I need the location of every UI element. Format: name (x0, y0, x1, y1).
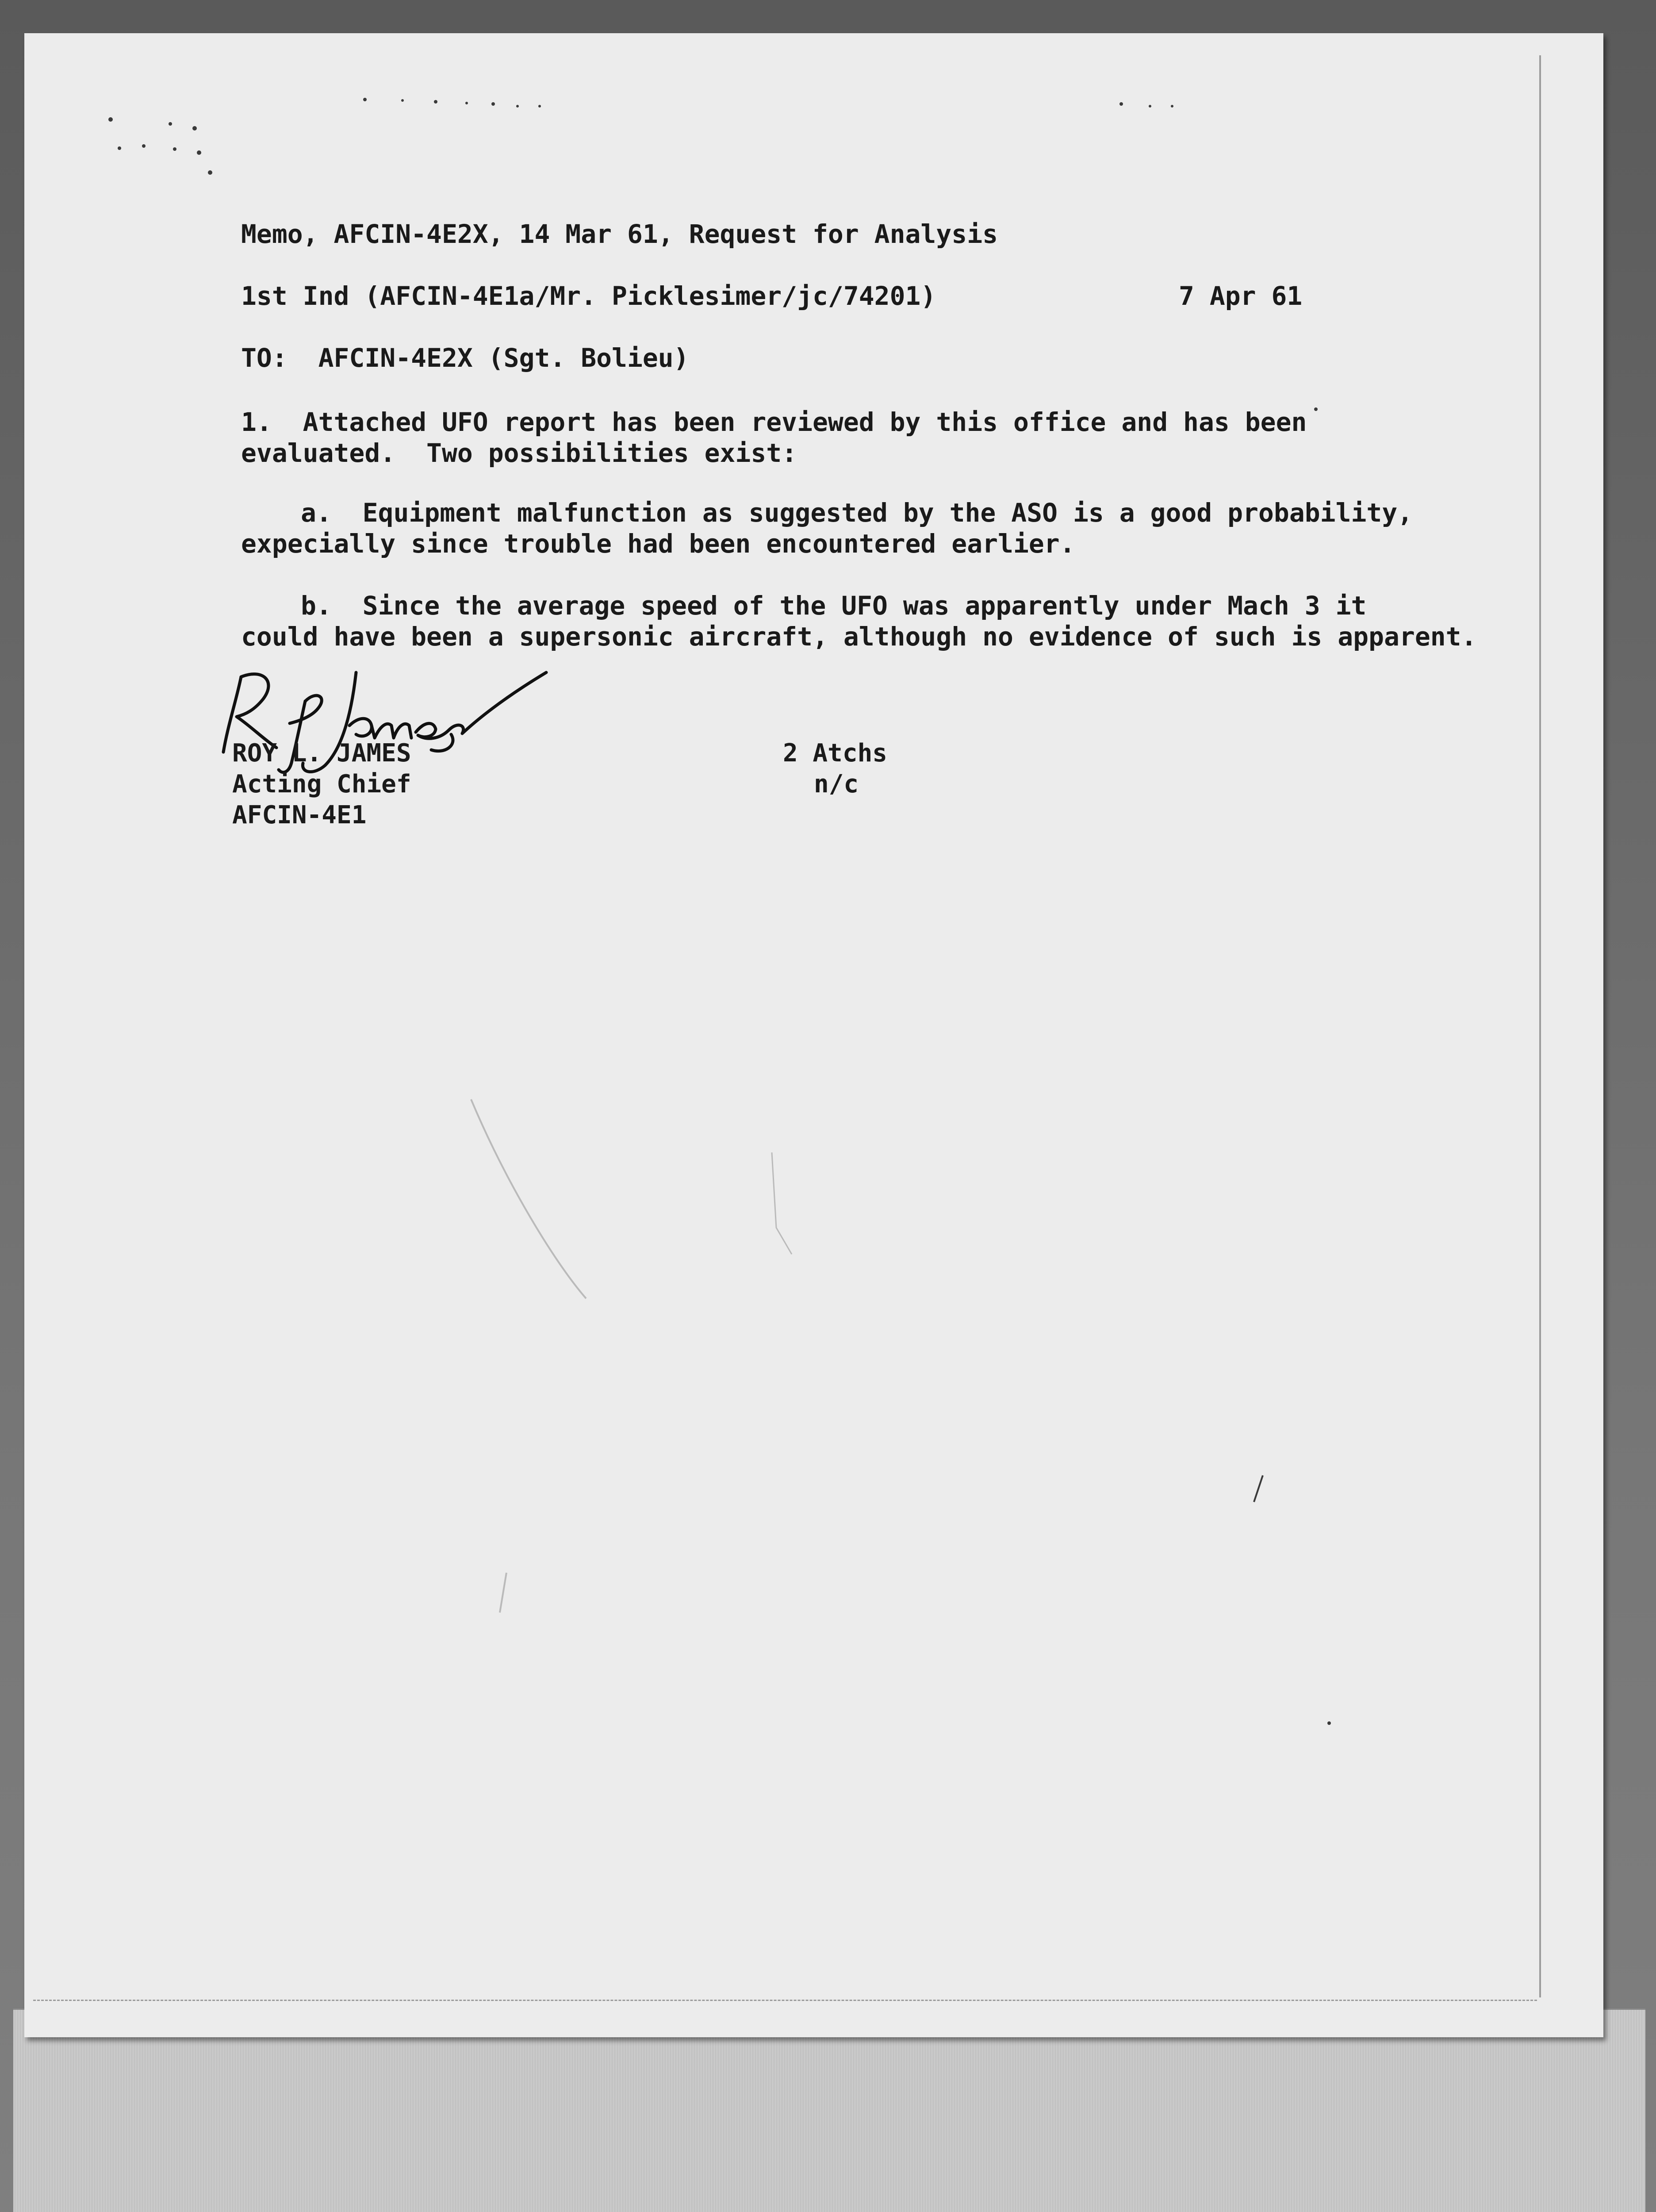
page-bottom-rule (33, 2000, 1537, 2002)
scan-specks (24, 33, 1603, 2037)
item-a-line-2: expecially since trouble had been encountered earlier. (241, 529, 1075, 559)
paragraph-1-line-2: evaluated. Two possibilities exist: (241, 438, 797, 468)
scan-scratch-marks (18, 2203, 159, 2212)
paragraph-1-line-1: 1. Attached UFO report has been reviewed by this office and has been (241, 407, 1307, 437)
to-line: TO: AFCIN-4E2X (Sgt. Bolieu) (241, 343, 689, 373)
item-b-line-1: b. Since the average speed of the UFO was apparently under Mach 3 it (301, 591, 1367, 621)
item-a-line-1: a. Equipment malfunction as suggested by the ASO is a good probability, (301, 498, 1413, 528)
page-edge-rule (1539, 55, 1541, 1997)
attachments-count: 2 Atchs (783, 739, 888, 768)
attachments-note: n/c (814, 770, 859, 799)
document-page (24, 33, 1603, 2037)
signer-name: ROY L. JAMES (232, 739, 411, 768)
signer-office: AFCIN-4E1 (232, 801, 367, 830)
indorsement-line: 1st Ind (AFCIN-4E1a/Mr. Picklesimer/jc/74201) (241, 281, 936, 311)
card-texture (13, 2010, 1645, 2212)
signer-title: Acting Chief (232, 770, 411, 799)
underlying-card (13, 2008, 1645, 2212)
memo-date: 7 Apr 61 (1179, 281, 1303, 311)
item-b-line-2: could have been a supersonic aircraft, although no evidence of such is apparent. (241, 622, 1477, 652)
memo-subject-line: Memo, AFCIN-4E2X, 14 Mar 61, Request for Analysis (241, 219, 998, 249)
